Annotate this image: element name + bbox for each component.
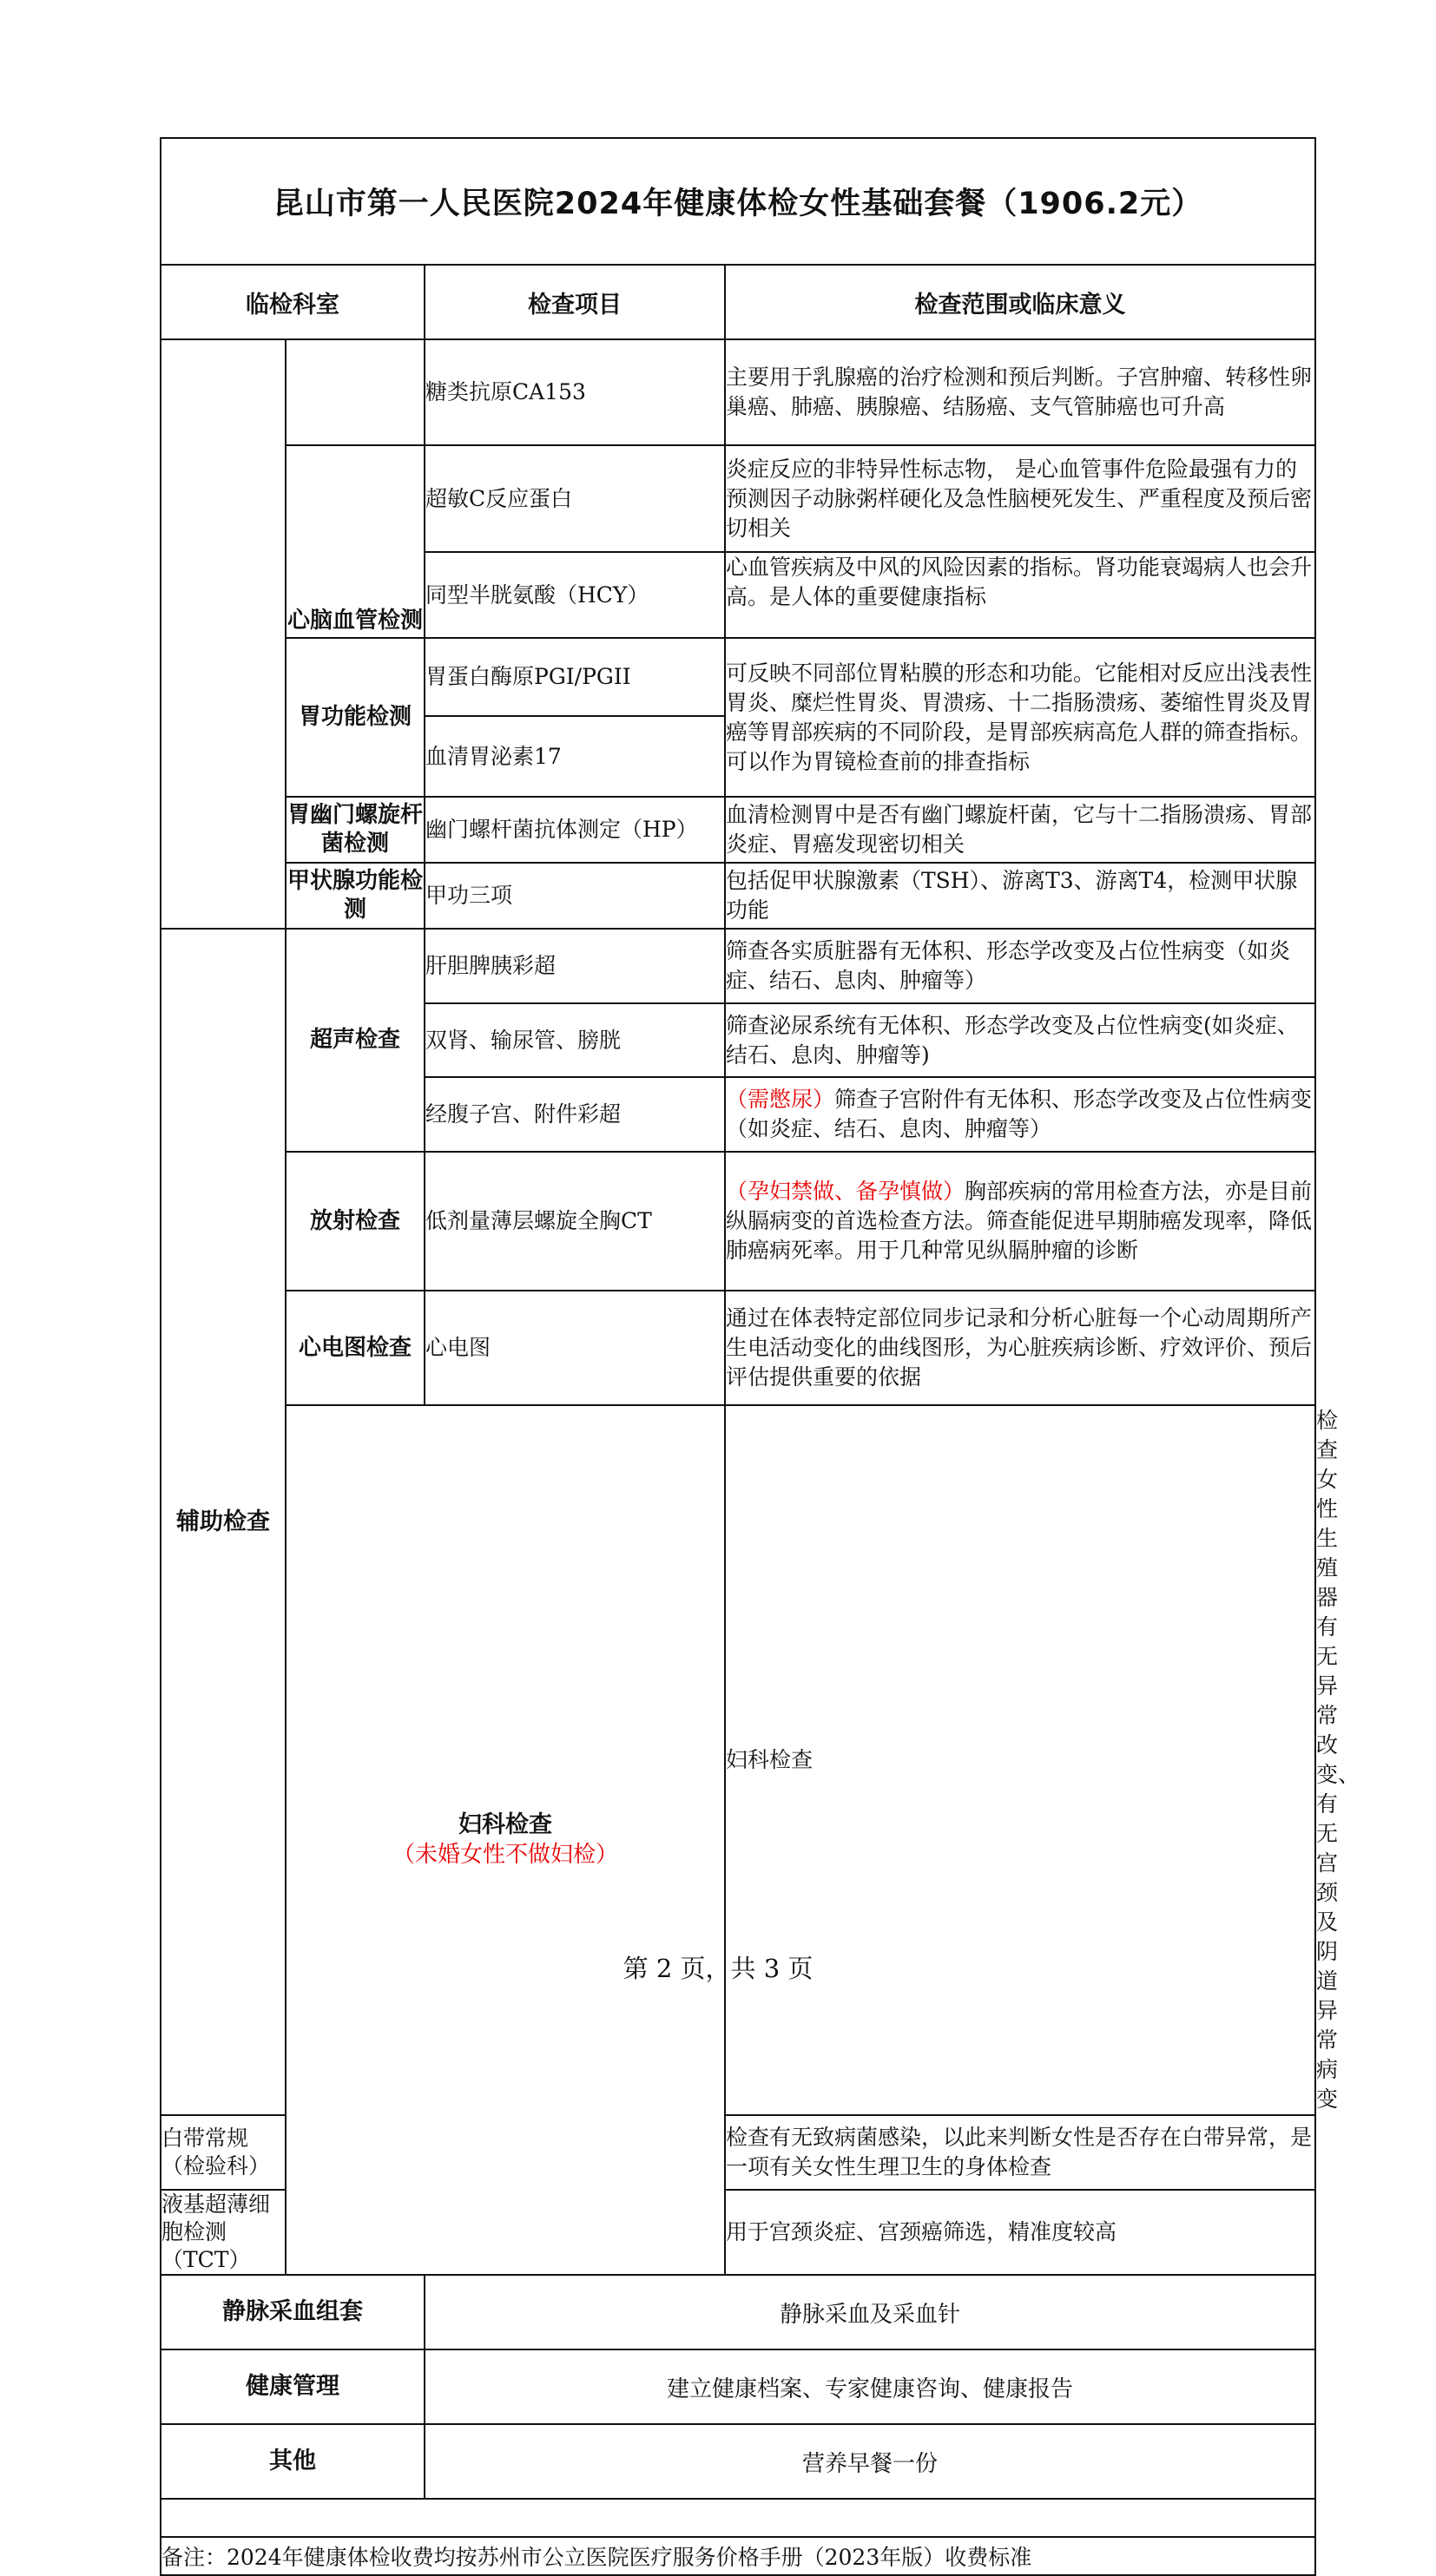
spacer-row [161,2499,1315,2537]
desc-ct [725,1152,1315,1291]
header-dept: 临检科室 [161,265,425,339]
uterus-us-desc-text: 筛查子宫附件有无体积、形态学改变及占位性病变（如炎症、结石、息肉、肿瘤等） [726,1087,1313,1141]
ct-desc-text: 胸部疾病的常用检查方法，亦是目前纵膈病变的首选检查方法。筛查能促进早期肺癌发现率，降低肺癌病死率。用于几种常见纵膈肿瘤的诊断 [726,1179,1313,1263]
spacer-cell [161,2499,1315,2537]
table-row [161,863,1315,929]
lab-dept-cell [161,339,286,929]
header-desc: 检查范围或临床意义 [725,265,1315,339]
desc-hcy: 心血管疾病及中风的风险因素的指标。肾功能衰竭病人也会升高。是人体的重要健康指标 [725,552,1315,638]
table-row [161,929,1315,1003]
table-row [161,445,1315,552]
sub-gastric: 胃功能检测 [286,638,425,797]
item-gyn-exam: 妇科检查 [725,1405,1315,2115]
gyn-note: （未婚女性不做妇检） [392,1842,618,1868]
dept-gyn [286,1405,725,2275]
checkup-table [160,137,1360,2576]
page-number: 第 2 页，共 3 页 [622,1954,814,1983]
table-row [161,2275,1315,2349]
remark: 备注：2024年健康体检收费均按苏州市公立医院医疗服务价格手册（2023年版）收费标准 [161,2537,1315,2575]
desc-gastric: 可反映不同部位胃粘膜的形态和功能。它能相对反应出浅表性胃炎、糜烂性胃炎、胃溃疡、十二指肠溃疡、萎缩性胃炎及胃癌等胃部疾病的不同阶段，是胃部疾病高危人群的筛查指标。可以作为胃镜检查前的排查指标 [725,638,1315,797]
desc-ca153: 主要用于乳腺癌的治疗检测和预后判断。子宫肿瘤、转移性卵巢癌、肺癌、胰腺癌、结肠癌、支气管肺癌也可升高 [725,339,1315,445]
empty-sub-cell [286,339,425,445]
dept-other: 其他 [161,2424,425,2499]
page-title: 昆山市第一人民医院2024年健康体检女性基础套餐（1906.2元） [161,138,1315,265]
sub-ultrasound: 超声检查 [286,929,425,1152]
table-row [161,797,1315,863]
dept-blood: 静脉采血组套 [161,2275,425,2349]
item-tct: 液基超薄细胞检测（TCT） [161,2190,286,2275]
header-item: 检查项目 [425,265,725,339]
uterus-us-note: （需憋尿） [726,1087,835,1112]
desc-ecg: 通过在体表特定部位同步记录和分析心脏每一个心动周期所产生电活动变化的曲线图形，为心脏疾病诊断、疗效评价、预后评估提供重要的依据 [725,1291,1315,1405]
item-ct: 低剂量薄层螺旋全胸CT [425,1152,725,1291]
ct-note: （孕妇禁做、备孕慎做） [726,1179,965,1204]
desc-tct: 用于宫颈炎症、宫颈癌筛选，精准度较高 [725,2190,1315,2275]
desc-crp: 炎症反应的非特异性标志物， 是心血管事件危险最强有力的预测因子动脉粥样硬化及急性脑梗死发生、严重程度及预后密切相关 [725,445,1315,552]
desc-thyroid: 包括促甲状腺激素（TSH）、游离T3、游离T4，检测甲状腺功能 [725,863,1315,929]
item-uterus-us: 经腹子宫、附件彩超 [425,1077,725,1152]
desc-uterus-us [725,1077,1315,1152]
item-hp: 幽门螺杆菌抗体测定（HP） [425,797,725,863]
header-row [161,265,1315,339]
table-row: 妇科检查 （未婚女性不做妇检） 妇科检查 检查女性生殖器有无异常改变、有无宫颈及阴道异常病变 [161,1405,1315,2115]
value-blood: 静脉采血及采血针 [425,2275,1315,2349]
table-row [161,339,1315,445]
value-other: 营养早餐一份 [425,2424,1315,2499]
sub-hp: 胃幽门螺旋杆菌检测 [286,797,425,863]
item-ecg: 心电图 [425,1291,725,1405]
item-kidney-us: 双肾、输尿管、膀胱 [425,1003,725,1077]
desc-kidney-us: 筛查泌尿系统有无体积、形态学改变及占位性病变(如炎症、结石、息肉、肿瘤等) [725,1003,1315,1077]
desc-leucorrhea: 检查有无致病菌感染，以此来判断女性是否存在白带异常，是一项有关女性生理卫生的身体检查 [725,2115,1315,2190]
table-row [161,2424,1315,2499]
item-ca153: 糖类抗原CA153 [425,339,725,445]
item-liver-us: 肝胆脾胰彩超 [425,929,725,1003]
desc-hp: 血清检测胃中是否有幽门螺旋杆菌，它与十二指肠溃疡、胃部炎症、胃癌发现密切相关 [725,797,1315,863]
item-crp: 超敏C反应蛋白 [425,445,725,552]
item-leucorrhea: 白带常规（检验科） [161,2115,286,2190]
desc-liver-us: 筛查各实质脏器有无体积、形态学改变及占位性病变（如炎症、结石、息肉、肿瘤等） [725,929,1315,1003]
sub-cardio: 心脑血管检测 [286,445,425,638]
gyn-label: 妇科检查 [458,1811,552,1838]
item-pg: 胃蛋白酶原PGI/PGII [425,638,725,716]
sub-radiology: 放射检查 [286,1152,425,1291]
dept-aux: 辅助检查 [161,929,286,2115]
sub-thyroid: 甲状腺功能检测 [286,863,425,929]
value-health: 建立健康档案、专家健康咨询、健康报告 [425,2349,1315,2424]
remark-row [161,2537,1315,2575]
sub-ecg: 心电图检查 [286,1291,425,1405]
item-thyroid: 甲功三项 [425,863,725,929]
item-hcy: 同型半胱氨酸（HCY） [425,552,725,638]
dept-health: 健康管理 [161,2349,425,2424]
item-g17: 血清胃泌素17 [425,716,725,797]
table-row [161,1291,1315,1405]
title-row [161,138,1315,265]
table-row [161,638,1315,716]
table-row [161,1152,1315,1291]
table-row [161,2349,1315,2424]
